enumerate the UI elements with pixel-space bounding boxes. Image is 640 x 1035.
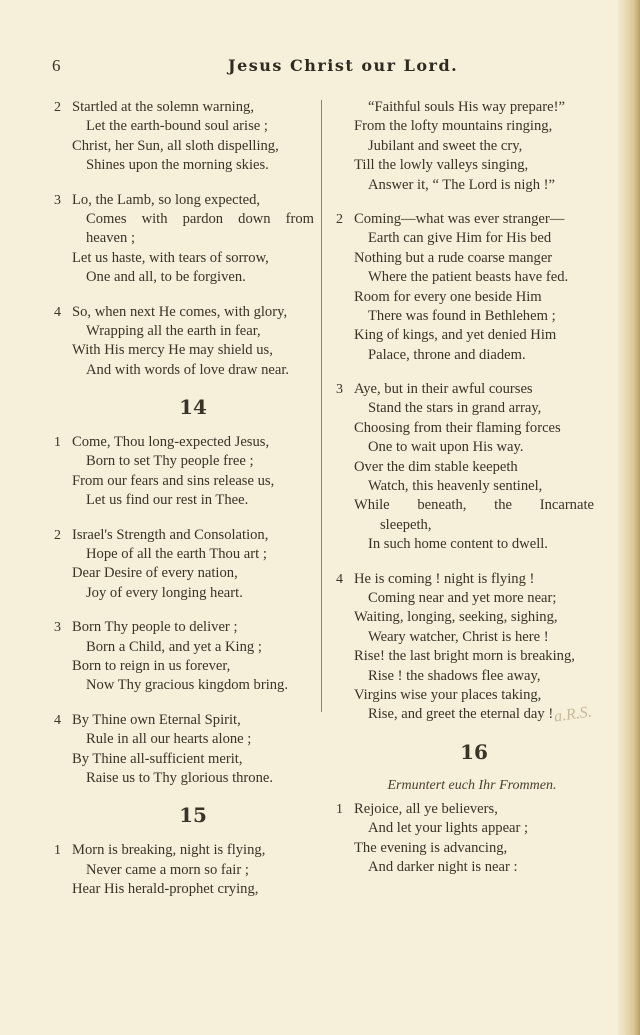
verse-number: 2 — [336, 211, 343, 227]
tune-name: Ermuntert euch Ihr Frommen. — [387, 777, 557, 793]
verse-line-text: Rise, and greet the eternal day ! — [368, 706, 554, 723]
verse-line: While beneath, the Incarnate — [354, 497, 594, 514]
verse-line: Rejoice, all ye believers, — [354, 800, 498, 817]
verse-line: Waiting, longing, seeking, sighing, — [354, 609, 558, 626]
verse-line: Israel's Strength and Consolation, — [72, 526, 269, 543]
hymn-number: 14 — [179, 395, 207, 420]
verse-line: Startled at the solemn warning, — [72, 99, 254, 115]
verse-line: Never came a morn so fair ; — [86, 861, 249, 878]
verse-line: Earth can give Him for His bed — [368, 230, 552, 247]
verse-line: Coming near and yet more near; — [368, 589, 557, 606]
right-column — [334, 98, 594, 892]
stanza — [52, 433, 314, 511]
verse-line: Hear His herald-prophet crying, — [72, 881, 259, 898]
verse-line: By Thine own Eternal Spirit, — [72, 711, 241, 728]
running-title: Jesus Christ our Lord. — [228, 56, 459, 75]
verse-line: Born a Child, and yet a King ; — [86, 638, 262, 655]
verse-number: 1 — [336, 801, 343, 817]
verse-number: 3 — [336, 382, 343, 398]
verse-line: Rise! the last bright morn is breaking, — [354, 648, 575, 665]
verse-number: 4 — [54, 304, 61, 320]
stanza — [52, 526, 314, 604]
verse-line: Nothing but a rude coarse manger — [354, 249, 553, 266]
verse-line: Christ, her Sun, all sloth dispelling, — [72, 137, 279, 154]
verse-line: Shines upon the morning skies. — [86, 157, 269, 174]
stanza — [52, 618, 314, 696]
verse-line: Room for every one beside Him — [354, 288, 542, 305]
verse-number: 4 — [336, 571, 343, 587]
verse-line: And with words of love draw near. — [86, 361, 290, 378]
verse-line: Raise us to Thy glorious throne. — [86, 769, 274, 786]
verse-line: From our fears and sins release us, — [72, 472, 275, 489]
verse-number: 1 — [54, 435, 61, 451]
verse-line: Answer it, “ The Lord is nigh !” — [368, 176, 555, 193]
verse-line: Palace, throne and diadem. — [368, 346, 526, 363]
verse-number: 3 — [54, 620, 61, 636]
verse-line: From the lofty mountains ringing, — [354, 118, 553, 135]
verse-line: Choosing from their flaming forces — [354, 419, 561, 436]
verse-line: He is coming ! night is flying ! — [354, 570, 535, 587]
stanza — [334, 570, 594, 725]
verse-line: There was found in Bethlehem ; — [368, 307, 556, 324]
verse-line: heaven ; — [86, 230, 136, 247]
stanza — [52, 98, 314, 176]
verse-line: Comes with pardon down from — [86, 210, 314, 227]
verse-line: Let us find our rest in Thee. — [86, 492, 249, 509]
verse-line: The evening is advancing, — [354, 839, 508, 856]
verse-line: Virgins wise your places taking, — [354, 686, 542, 703]
verse-line: Rise ! the shadows flee away, — [368, 667, 541, 684]
stanza — [334, 800, 594, 878]
verse-line: Let the earth-bound soul arise ; — [86, 118, 268, 135]
verse-line: Hope of all the earth Thou art ; — [86, 546, 267, 563]
left-column — [52, 98, 314, 915]
hymn-number: 16 — [460, 739, 488, 764]
verse-line: Born Thy people to deliver ; — [72, 619, 238, 636]
verse-line: “Faithful souls His way prepare!” — [368, 99, 565, 115]
stanza-continuation — [334, 98, 594, 195]
verse-line: One and all, to be forgiven. — [86, 269, 246, 286]
verse-line: Wrapping all the earth in fear, — [86, 322, 261, 339]
verse-line: Morn is breaking, night is flying, — [72, 842, 266, 859]
verse-line: Watch, this heavenly sentinel, — [368, 478, 543, 495]
verse-line: By Thine all-sufficient merit, — [72, 750, 243, 767]
verse-line: Now Thy gracious kingdom bring. — [86, 677, 288, 694]
verse-line: And darker night is near : — [368, 858, 518, 875]
verse-line: So, when next He comes, with glory, — [72, 303, 288, 320]
verse-line: Born to set Thy people free ; — [86, 453, 254, 470]
stanza — [52, 841, 314, 899]
stanza — [52, 711, 314, 789]
verse-line: Aye, but in their awful courses — [354, 381, 533, 398]
page-header — [0, 56, 620, 82]
verse-line: Coming—what was ever stranger— — [354, 210, 565, 227]
verse-line: Stand the stars in grand array, — [368, 400, 542, 417]
page-edge-shadow — [618, 0, 640, 1035]
verse-line: With His mercy He may shield us, — [72, 342, 273, 359]
verse-line: Weary watcher, Christ is here ! — [368, 628, 549, 645]
verse-line: One to wait upon His way. — [368, 439, 524, 456]
verse-line — [334, 705, 594, 724]
verse-line: Where the patient beasts have fed. — [368, 269, 569, 286]
stanza — [334, 380, 594, 555]
verse-number: 1 — [54, 843, 61, 859]
verse-line: In such home content to dwell. — [368, 536, 548, 553]
stanza — [52, 191, 314, 288]
handwritten-margin-mark: a.R.S. — [553, 703, 593, 726]
verse-line: Born to reign in us forever, — [72, 657, 231, 674]
verse-line: And let your lights appear ; — [368, 820, 529, 837]
verse-line: Lo, the Lamb, so long expected, — [72, 191, 261, 208]
verse-line: sleepeth, — [380, 516, 432, 533]
stanza — [334, 210, 594, 365]
verse-line: Joy of every longing heart. — [86, 584, 243, 601]
verse-line: King of kings, and yet denied Him — [354, 327, 557, 344]
verse-number: 2 — [54, 527, 61, 543]
stanza — [52, 303, 314, 381]
column-divider — [321, 100, 322, 712]
hymn-number: 15 — [179, 803, 207, 828]
verse-number: 3 — [54, 192, 61, 208]
page-number: 6 — [52, 56, 61, 75]
verse-line: Jubilant and sweet the cry, — [368, 137, 523, 154]
verse-line: Let us haste, with tears of sorrow, — [72, 249, 269, 266]
verse-line: Till the lowly valleys singing, — [354, 157, 529, 174]
verse-line: Over the dim stable keepeth — [354, 458, 518, 475]
verse-number: 2 — [54, 100, 61, 115]
verse-number: 4 — [54, 712, 61, 728]
verse-line: Come, Thou long-expected Jesus, — [72, 434, 270, 451]
verse-line: Dear Desire of every nation, — [72, 565, 238, 582]
verse-line: Rule in all our hearts alone ; — [86, 731, 252, 748]
